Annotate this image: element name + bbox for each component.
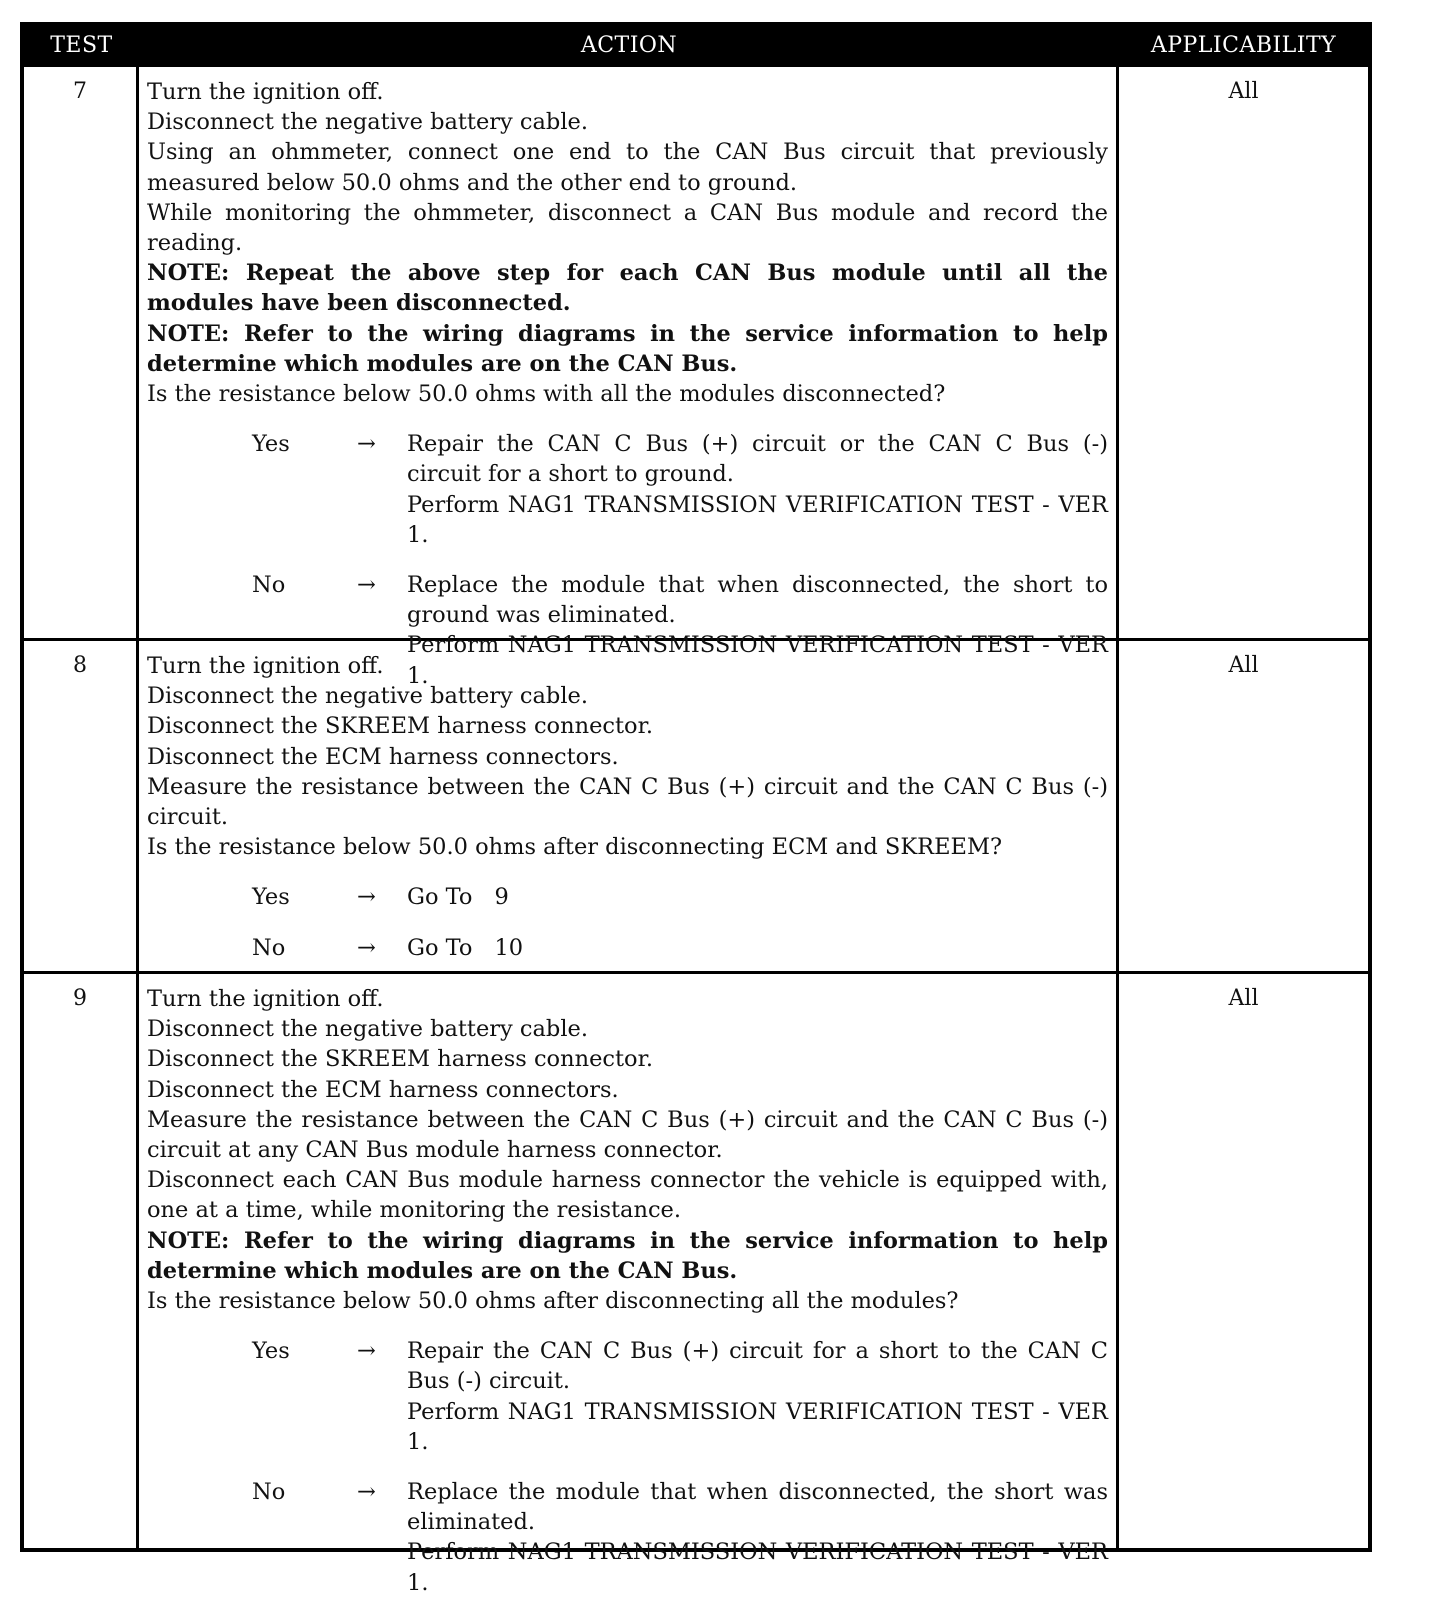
outcome-label: No (252, 934, 286, 961)
outcome-perform: Perform NAG1 TRANSMISSION VERIFICATION TEST - VER 1. (407, 1398, 1108, 1455)
outcome-action: Replace the module that when disconnected, the short was eliminated. (407, 1479, 1108, 1536)
step-line: Disconnect the SKREEM harness connector. (147, 1046, 654, 1073)
step-line: Disconnect the negative battery cable. (147, 109, 588, 136)
outcome-label: No (252, 572, 286, 599)
action-cell (139, 67, 1119, 689)
question: Is the resistance below 50.0 ohms with all the modules disconnected? (147, 381, 946, 408)
step-line: Disconnect the SKREEM harness connector. (147, 713, 654, 740)
arrow-icon: → (357, 1479, 376, 1506)
outcome-action: Replace the module that when disconnected, the short to ground was eliminated. (407, 572, 1108, 629)
diagnostic-table (20, 22, 1372, 1596)
header-applicability: APPLICABILITY (1150, 32, 1337, 58)
outcome-yes (147, 1336, 1108, 1457)
note: NOTE: Refer to the wiring diagrams in the service information to help determine which modules are on the CAN Bus. (147, 1227, 1108, 1284)
table-header (24, 26, 1368, 64)
outcome-label: No (252, 1479, 286, 1506)
header-test: TEST (50, 32, 113, 58)
step-line: Turn the ignition off. (147, 986, 384, 1012)
question: Is the resistance below 50.0 ohms after disconnecting all the modules? (147, 1288, 959, 1315)
arrow-icon: → (357, 572, 376, 599)
action-cell (139, 974, 1119, 1596)
test-number: 8 (24, 641, 139, 971)
header-action: ACTION (580, 32, 678, 58)
step-line: Disconnect the negative battery cable. (147, 683, 588, 710)
applicability: All (1228, 79, 1259, 104)
outcome-text (407, 429, 1108, 550)
step-line: Measure the resistance between the CAN C Bus (+) circuit and the CAN C Bus (-) circuit. (147, 773, 1108, 831)
applicability: All (1228, 986, 1259, 1011)
step-line: Turn the ignition off. (147, 79, 384, 105)
outcome-perform: Perform NAG1 TRANSMISSION VERIFICATION TEST - VER 1. (407, 1539, 1108, 1596)
goto-target[interactable]: 9 (494, 884, 509, 911)
goto-target[interactable]: 10 (494, 934, 524, 961)
question: Is the resistance below 50.0 ohms after disconnecting ECM and SKREEM? (147, 834, 1003, 861)
step-line: Using an ohmmeter, connect one end to the CAN Bus circuit that previously measured below 50.0 ohms and the other end to ground. (147, 139, 1108, 196)
outcome-label: Yes (252, 1338, 290, 1365)
outcome-action: Repair the CAN C Bus (+) circuit for a short to the CAN C Bus (-) circuit. (407, 1338, 1108, 1395)
table-row (24, 971, 1368, 1596)
outcome-no (147, 933, 1108, 963)
outcome-text (407, 882, 1108, 912)
action-cell (139, 641, 1119, 971)
test-number: 9 (24, 974, 139, 1548)
step-line: Disconnect the negative battery cable. (147, 1016, 588, 1043)
step-line: Disconnect the ECM harness connectors. (147, 743, 619, 770)
step-line: Turn the ignition off. (147, 653, 384, 679)
table-row (24, 638, 1368, 971)
outcome-perform: Perform NAG1 TRANSMISSION VERIFICATION TEST - VER 1. (407, 632, 1108, 689)
note: NOTE: Repeat the above step for each CAN Bus module until all the modules have been disconnected. (147, 260, 1108, 317)
arrow-icon: → (357, 1338, 376, 1365)
outcome-label: Yes (252, 884, 290, 911)
step-line: While monitoring the ohmmeter, disconnect a CAN Bus module and record the reading. (147, 199, 1108, 257)
test-number: 7 (24, 67, 139, 638)
goto-link[interactable]: Go To (407, 884, 473, 911)
step-line: Disconnect the ECM harness connectors. (147, 1076, 619, 1103)
outcome-label: Yes (252, 431, 290, 458)
arrow-icon: → (357, 431, 376, 458)
outcome-perform: Perform NAG1 TRANSMISSION VERIFICATION TEST - VER 1. (407, 491, 1108, 548)
arrow-icon: → (357, 884, 376, 911)
step-line: Measure the resistance between the CAN C Bus (+) circuit and the CAN C Bus (-) circuit at any CAN Bus module harness connector. (147, 1106, 1108, 1164)
table-row (24, 64, 1368, 689)
goto-link[interactable]: Go To (407, 934, 473, 961)
outcome-no (147, 1477, 1108, 1598)
step-line: Disconnect each CAN Bus module harness connector the vehicle is equipped with, one at a time, while monitoring the resistance. (147, 1167, 1108, 1224)
outcome-yes (147, 882, 1108, 912)
outcome-yes (147, 429, 1108, 550)
arrow-icon: → (357, 934, 376, 961)
applicability: All (1228, 653, 1259, 678)
note: NOTE: Refer to the wiring diagrams in the service information to help determine which modules are on the CAN Bus. (147, 320, 1108, 377)
outcome-text (407, 1336, 1108, 1457)
outcome-text (407, 933, 1108, 963)
outcome-text (407, 1477, 1108, 1598)
outcome-action: Repair the CAN C Bus (+) circuit or the CAN C Bus (-) circuit for a short to ground. (407, 431, 1108, 488)
